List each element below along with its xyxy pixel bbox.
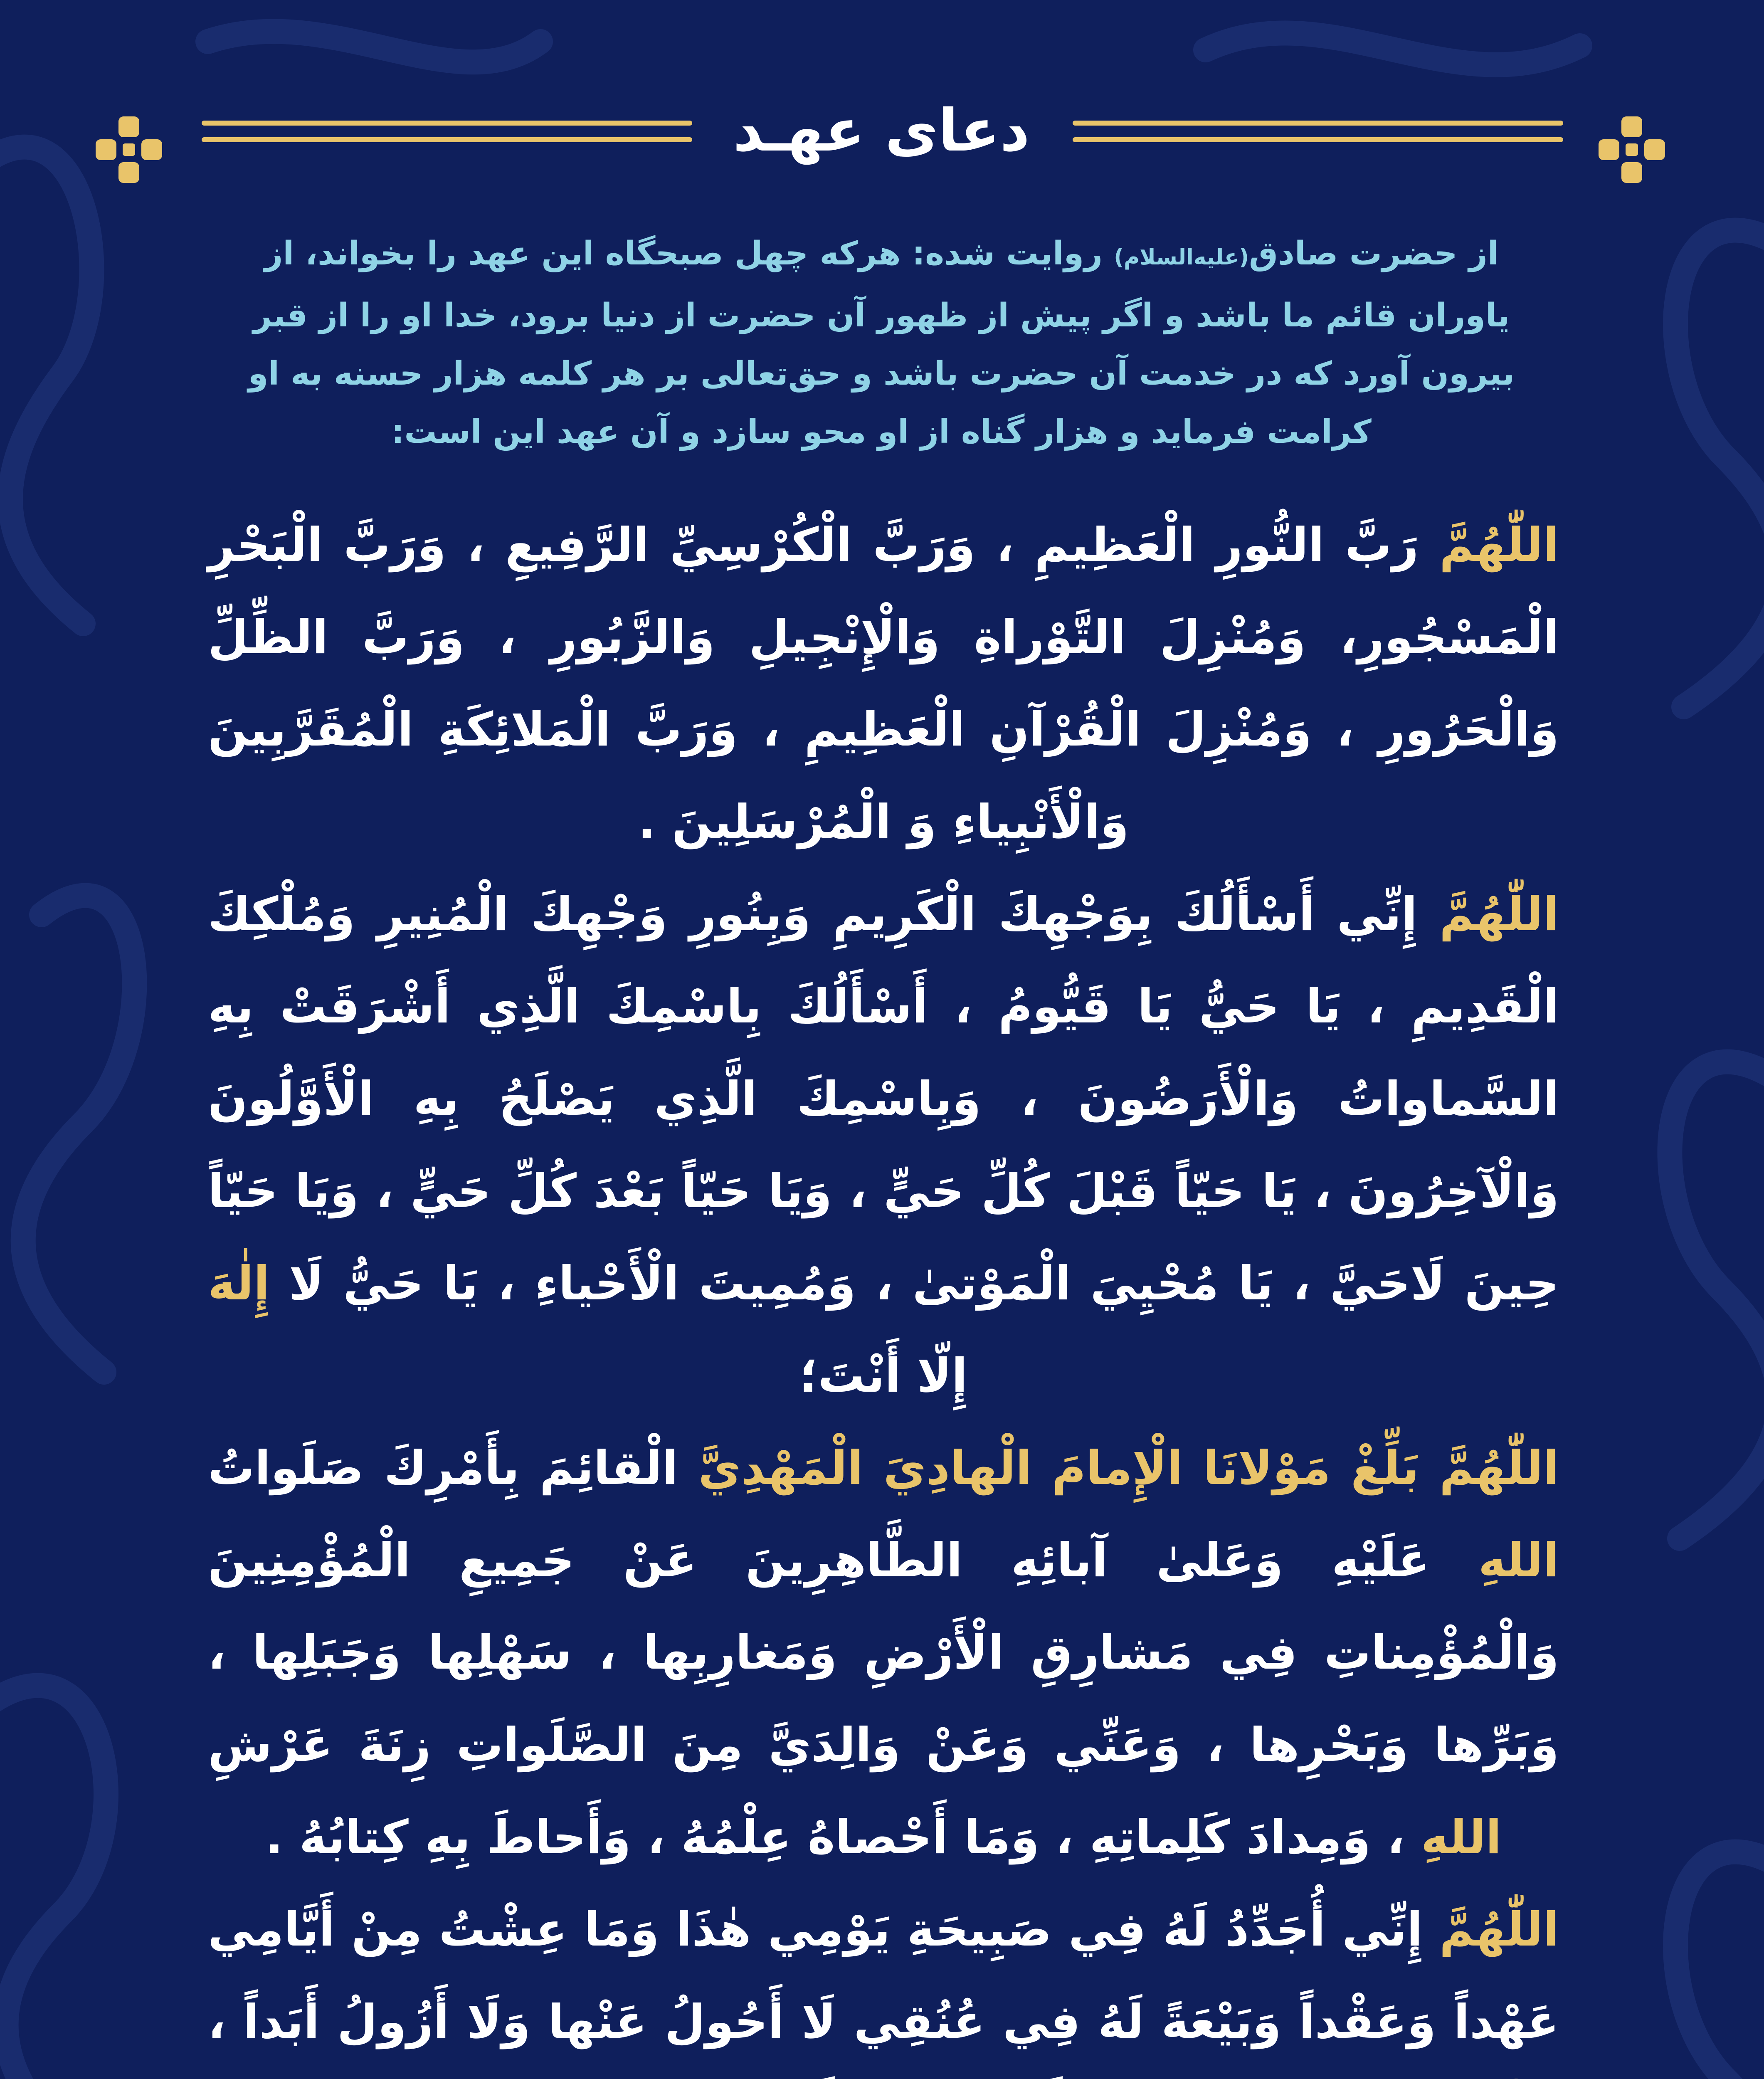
prayer-text-span: إِنِّي أُجَدِّدُ لَهُ فِي صَبِيحَةِ يَوْمِي هٰذَا وَمَا عِشْتُ مِنْ أَيَّامِي عَهْداً وَعَقْداً وَبَيْعَةً لَهُ فِي عُنُقِي لَا أَحُولُ عَنْها وَلَا أَزُولُ أَبَداً ،: [208, 1903, 1559, 2049]
corner-ornament-icon: [1596, 114, 1667, 185]
prayer-paragraph-2: [208, 868, 1559, 1422]
header-rule-left-top: [202, 121, 692, 126]
header-rule-right-bottom: [1073, 137, 1563, 142]
prayer-text-span: عَلَيْهِ وَعَلىٰ آبائِهِ الطَّاهِرِينَ عَنْ جَمِيعِ الْمُؤْمِنِينَ وَالْمُؤْمِناتِ فِي مَشارِقِ الْأَرْضِ وَمَغارِبِها ، سَهْلِها وَجَبَلِها ، وَبَرِّها وَبَحْرِها ، وَعَنِّي وَعَنْ وَالِدَيَّ مِنَ الصَّلَواتِ زِنَةَ عَرْشِ: [208, 1533, 1559, 1772]
prayer-text-span: ، وَمِدادَ كَلِماتِهِ ، وَمَا أَحْصاهُ عِلْمُهُ ، وَأَحاطَ بِهِ كِتابُهُ .: [265, 1810, 1421, 1864]
intro-part2: روایت شده: هرکه چهل صبحگاه این عهد را بخواند، از یاوران قائم ما باشد و اگر پیش از ظهور آن حضرت از دنیا برود، خدا او را از قبر بیرون آورد که در خدمت آن حضرت باشد و حق‌تعالی بر هر کلمه هزار حسنه به او کرامت فرماید و هزار گناه از او محو سازد و آن عهد این است:: [248, 235, 1515, 451]
invocation-imam: اللّٰهُمَّ بَلِّغْ مَوْلانَا الْإِمامَ الْهادِيَ الْمَهْدِيَّ: [698, 1441, 1559, 1495]
page-title: دعای عهـد: [733, 97, 1030, 165]
intro-part1: از حضرت صادق: [1249, 235, 1499, 272]
highlight-allah: اللهِ: [1421, 1810, 1502, 1864]
corner-ornament-icon: [94, 114, 164, 185]
header-rule-right-top: [1073, 121, 1563, 126]
prayer-paragraph-4: [208, 1884, 1559, 2079]
highlight-allah: اللهِ: [1478, 1533, 1559, 1588]
intro-paragraph: [216, 225, 1547, 461]
prayer-text-span: إِنِّي أَسْأَلُكَ بِوَجْهِكَ الْكَرِيمِ وَبِنُورِ وَجْهِكَ الْمُنِيرِ وَمُلْكِكَ الْقَدِيمِ ، يَا حَيُّ يَا قَيُّومُ ، أَسْأَلُكَ بِاسْمِكَ الَّذِي أَشْرَقَتْ بِهِ السَّماواتُ وَالْأَرَضُونَ ، وَبِاسْمِكَ الَّذِي يَصْلَحُ بِهِ الْأَوَّلُونَ وَالْآخِرُونَ ، يَا حَيّاً قَبْلَ كُلِّ حَيٍّ ، وَيَا حَيّاً بَعْدَ كُلِّ حَيٍّ ، وَيَا حَيّاً حِينَ لَاحَيَّ ، يَا مُحْيِيَ الْمَوْتىٰ ، وَمُمِيتَ الْأَحْياءِ ، يَا حَيُّ لَا: [208, 887, 1559, 1311]
prayer-text: [208, 499, 1559, 2079]
prayer-text-span: الْقائِمَ بِأَمْرِكَ صَلَواتُ: [208, 1441, 698, 1495]
prayer-text-span: إِلّا أَنْتَ؛: [799, 1349, 968, 1403]
prayer-paragraph-1: [208, 499, 1559, 868]
invocation-allahumma: اللّٰهُمَّ: [1439, 887, 1559, 941]
prayer-paragraph-3: [208, 1422, 1559, 1884]
highlight-ilah: إِلٰهَ: [208, 1257, 270, 1311]
prayer-text-span: رَبَّ النُّورِ الْعَظِيمِ ، وَرَبَّ الْكُرْسِيِّ الرَّفِيعِ ، وَرَبَّ الْبَحْرِ الْمَسْجُورِ، وَمُنْزِلَ التَّوْراةِ وَالْإِنْجِيلِ وَالزَّبُورِ ، وَرَبَّ الظِّلِّ وَالْحَرُورِ ، وَمُنْزِلَ الْقُرْآنِ الْعَظِيمِ ، وَرَبَّ الْمَلائِكَةِ الْمُقَرَّبِينَ وَالْأَنْبِياءِ وَ الْمُرْسَلِينَ .: [208, 518, 1559, 849]
invocation-allahumma: اللّٰهُمَّ: [1439, 518, 1559, 572]
invocation-allahumma: اللّٰهُمَّ: [1439, 1903, 1559, 1957]
intro-honorific: (علیه‌السلام): [1114, 245, 1249, 270]
header-rule-left-bottom: [202, 137, 692, 142]
